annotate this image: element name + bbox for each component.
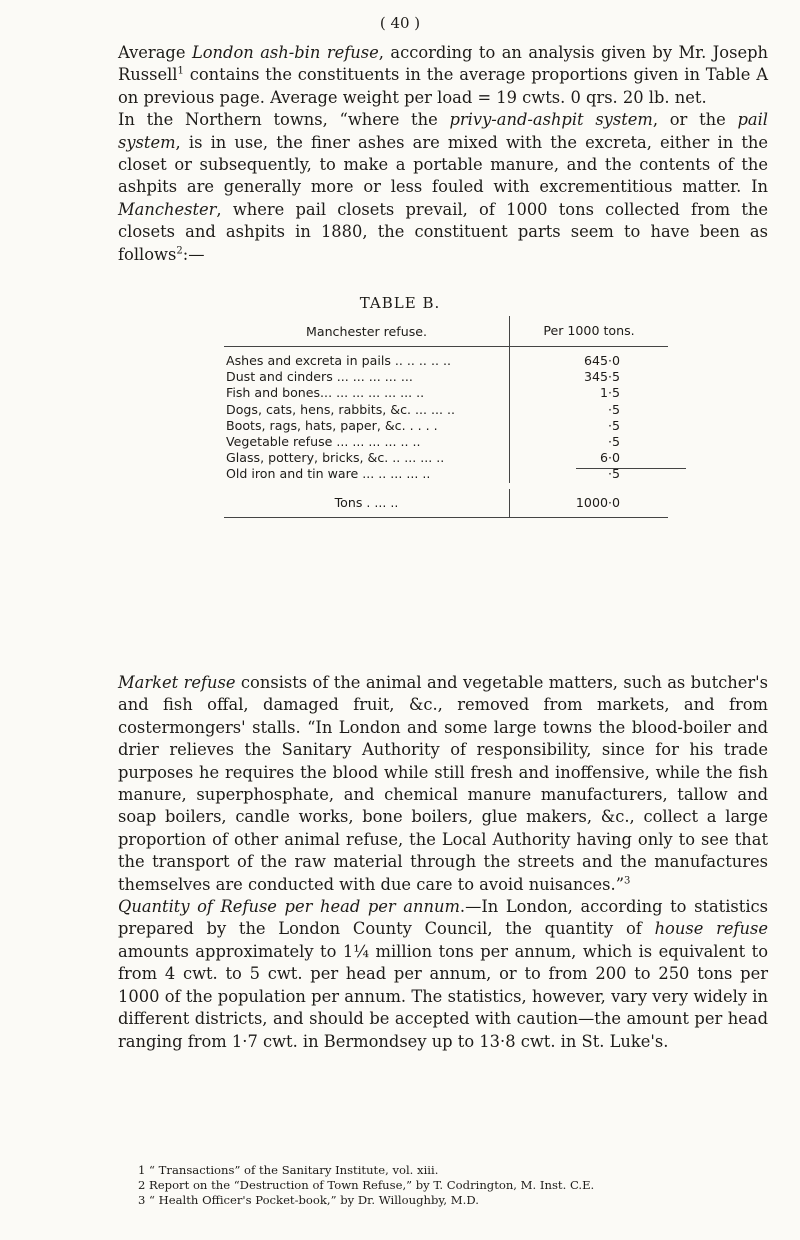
northern-text-1: In the Northern towns, “where the	[118, 110, 450, 130]
paragraph-northern	[118, 109, 768, 266]
table-b	[224, 316, 668, 517]
northern-text-5: :—	[182, 244, 205, 264]
northern-text-3: , is in use, the finer ashes are mixed with the excreta, either in the closet or subsequently, to make a portable manure, and the contents of the ashpits are generally more or less fouled with excrementitious matter. In	[118, 132, 768, 197]
row-label: Fish and bones... ... ... ... ... ... ..	[226, 385, 425, 401]
intro-text-2: , according to an analysis given by Mr. Joseph Russell	[118, 43, 769, 85]
body-text-bottom	[118, 672, 768, 1053]
table-bottom-rule	[224, 517, 668, 518]
table-row	[224, 385, 668, 401]
table-row	[224, 369, 668, 385]
table-row	[224, 450, 668, 466]
paragraph-intro	[118, 42, 768, 109]
row-value: 1·5	[509, 385, 668, 401]
total-rule	[576, 468, 686, 469]
row-value: ·5	[509, 434, 668, 450]
table-row	[224, 418, 668, 434]
paragraph-quantity	[118, 896, 768, 1053]
row-label: Vegetable refuse ... ... ... ... .. ..	[226, 433, 421, 449]
row-value: ·5	[509, 418, 668, 434]
table-row	[224, 353, 668, 369]
quantity-text-2: amounts approximately to 1¼ million tons per annum, which is equivalent to from 4 cwt. to 5 cwt. per head per annum, or to from 200 to 250 tons per 1000 of the population per annum. The statistics, however, vary very widely in different districts, and should be accepted with caution—the amount per head ranging from 1·7 cwt. in Bermondsey up to 13·8 cwt. in St. Luke's.	[118, 941, 768, 1051]
table-header	[224, 316, 668, 347]
table-col2-header: Per 1000 tons.	[509, 316, 668, 346]
row-label: Glass, pottery, bricks, &c. .. ... ... ..	[226, 450, 445, 466]
row-label: Ashes and excreta in pails .. .. .. .. ..	[226, 353, 451, 368]
body-text-top	[118, 42, 768, 266]
footnote-ref-1: 1	[177, 65, 184, 77]
northern-text-4: , where pail closets prevail, of 1000 tons collected from the closets and ashpits in 1880, the constituent parts seem to have been as follows	[118, 199, 768, 264]
northern-text-2: , or the	[652, 110, 738, 130]
row-label: Dogs, cats, hens, rabbits, &c. ... ... ..	[226, 401, 456, 417]
table-col1-header: Manchester refuse.	[305, 323, 428, 339]
footnotes	[138, 1163, 778, 1208]
row-label: Dust and cinders ... ... ... ... ...	[226, 369, 413, 385]
footnote-ref-3: 3	[624, 875, 631, 887]
table-row	[224, 402, 668, 418]
row-label: Old iron and tin ware ... .. ... ... ..	[226, 466, 431, 482]
footnote-3: 3 “ Health Officer's Pocket-book,” by Dr. Willoughby, M.D.	[138, 1193, 479, 1207]
table-total-row	[224, 489, 668, 517]
total-value: 1000·0	[509, 489, 668, 517]
northern-italic-1: privy-and-ashpit system	[449, 110, 653, 130]
row-value: 6·0	[509, 450, 668, 466]
market-italic: Market refuse	[118, 673, 236, 692]
table-row	[224, 434, 668, 450]
table-caption: TABLE B.	[359, 294, 441, 312]
row-value: 345·5	[509, 369, 668, 385]
intro-text-1: Average	[118, 43, 192, 62]
page-number: ( 40 )	[379, 14, 421, 32]
row-value: ·5	[509, 402, 668, 418]
quantity-italic-2: house refuse	[654, 919, 768, 939]
row-label: Boots, rags, hats, paper, &c. . . . .	[226, 417, 438, 433]
row-value: 645·0	[509, 353, 668, 369]
total-label: Tons . ... ..	[334, 494, 399, 510]
row-value: ·5	[509, 466, 668, 482]
paragraph-market	[118, 672, 768, 896]
quantity-text-1: .—In London, according to statistics prepared by the London County Council, the quantity of	[118, 897, 769, 939]
footnote-1: 1 “ Transactions” of the Sanitary Institute, vol. xiii.	[138, 1163, 439, 1177]
intro-text-3: contains the constituents in the average proportions given in Table A on previous page. Average weight per load = 19 cwts. 0 qrs. 20 lb. net.	[118, 65, 768, 107]
quantity-italic-1: Quantity of Refuse per head per annum	[118, 897, 460, 917]
intro-italic: London ash-bin refuse	[191, 43, 379, 62]
market-text: consists of the animal and vegetable matters, such as butcher's and fish offal, damaged fruit, &c., removed from markets, and from costermongers' stalls. “In London and some large towns the blood-boiler and drier relieves the Sanitary Authority of responsibility, since for his trade purposes he requires the blood while still fresh and inoffensive, while the fish manure, superphosphate, and chemical manure manufacturers, tallow and soap boilers, candle works, bone boilers, glue makers, &c., collect a large proportion of other animal refuse, the Local Authority having only to see that the transport of the raw material through the streets and the manufactures themselves are conducted with due care to avoid nuisances.”	[118, 673, 768, 894]
footnote-ref-2: 2	[176, 245, 183, 257]
northern-italic-2: pail system	[118, 110, 769, 152]
northern-italic-3: Manchester	[118, 199, 217, 219]
footnote-2: 2 Report on the “Destruction of Town Refuse,” by T. Codrington, M. Inst. C.E.	[138, 1178, 595, 1192]
